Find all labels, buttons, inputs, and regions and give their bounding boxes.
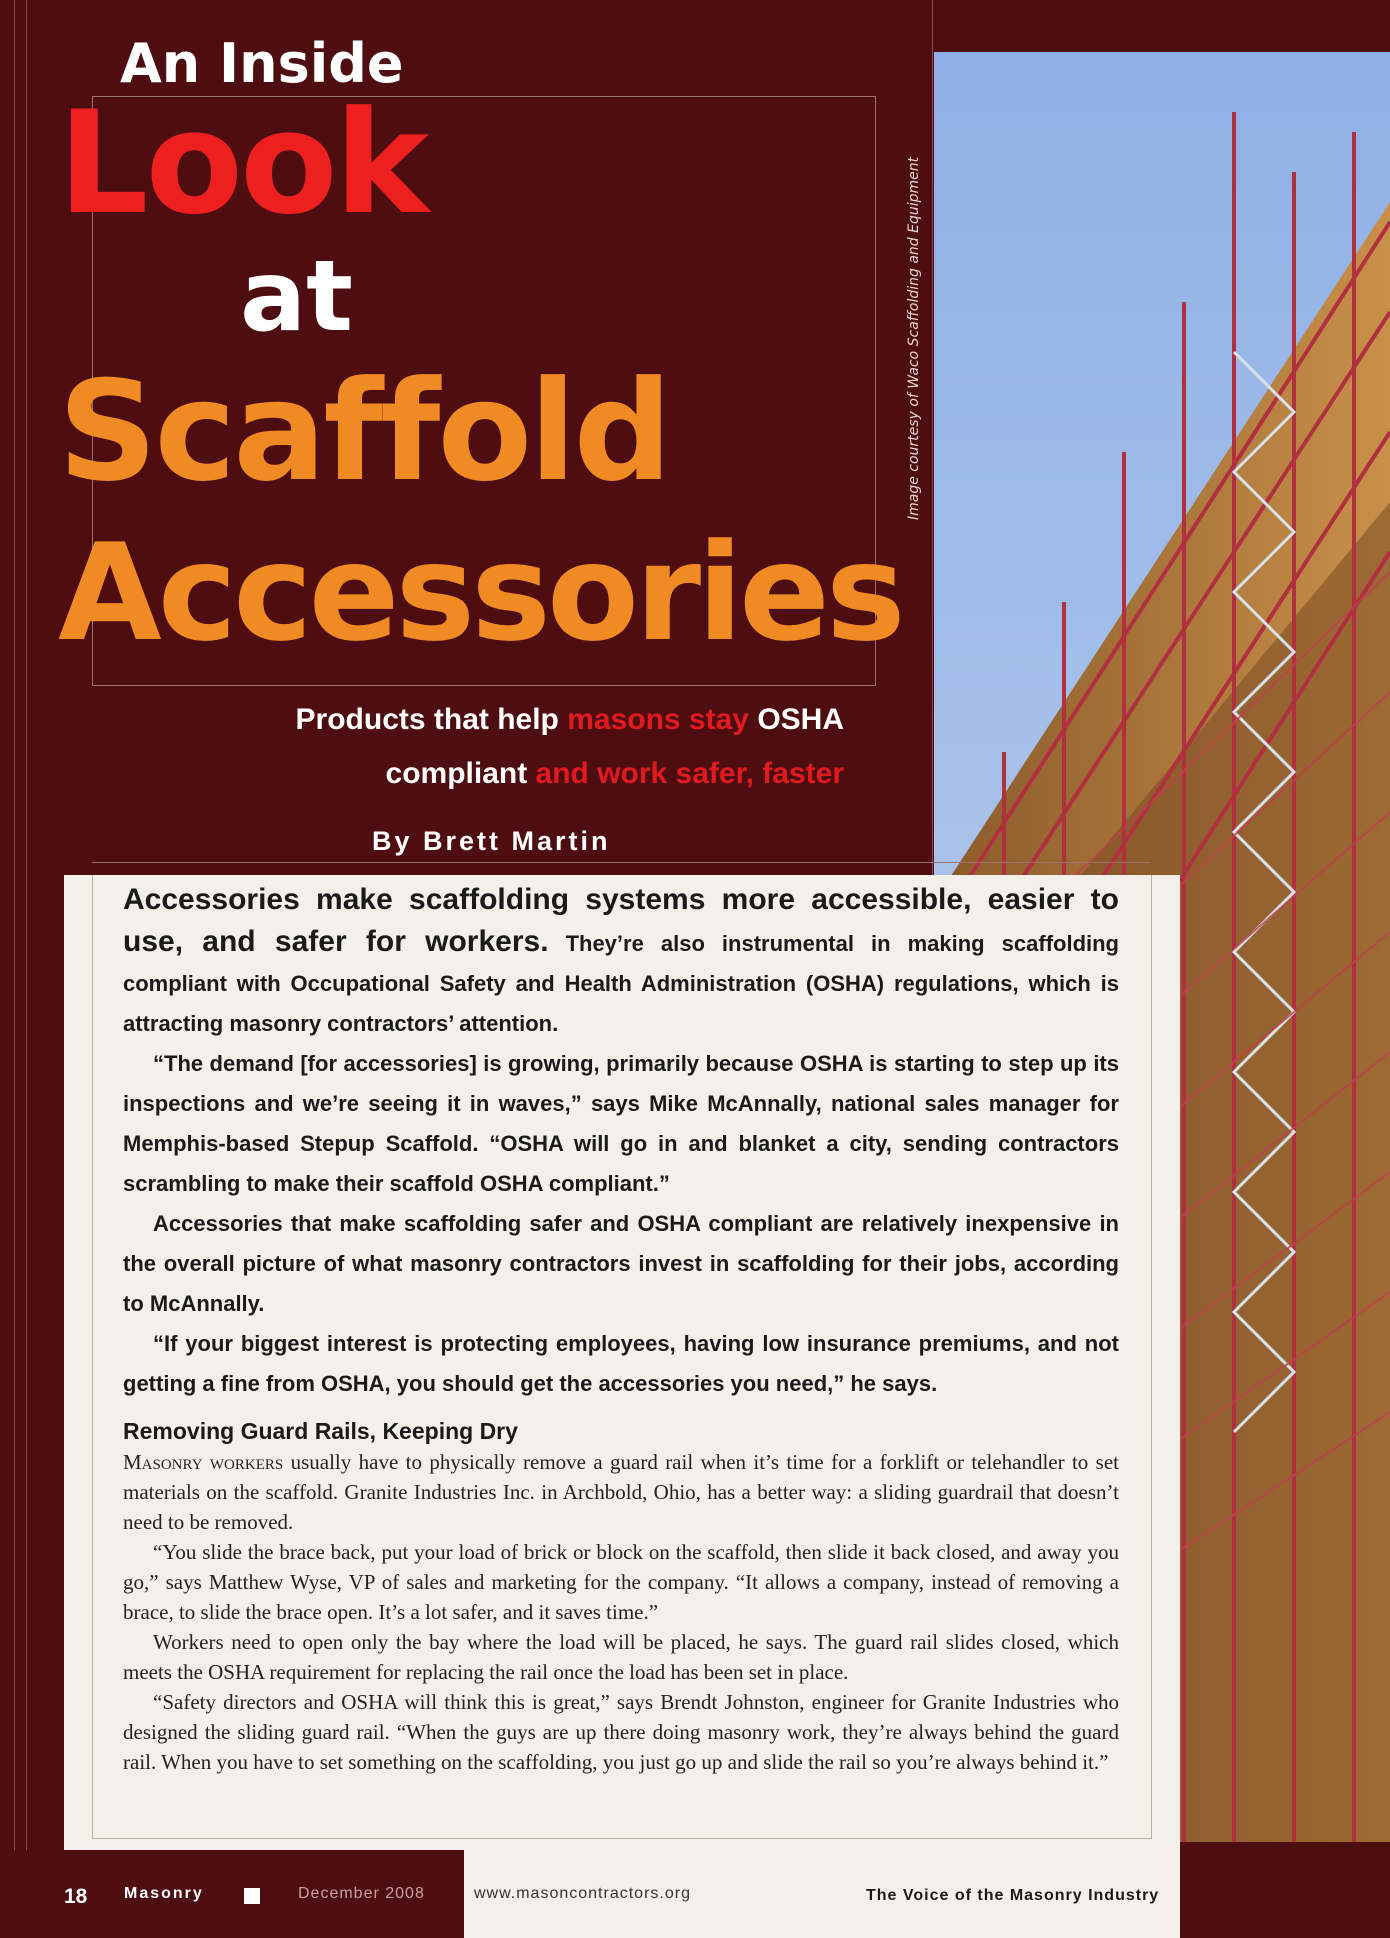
body-paragraph: Accessories that make scaffolding safer and OSHA compliant are relatively inexpensive in the overall picture of what masonry contractors invest in scaffolding for their jobs, according to McAnnally. [123, 1211, 1119, 1316]
section-paragraph: “Safety directors and OSHA will think this is great,” says Brendt Johnston, engineer for Granite Industries who designed the sliding guard rail. “When the guys are up there doing masonry work, they’re always behind the guard rail. When you have to set something on the scaffolding, you just go up and slide the rail so you’re always behind it.” [123, 1690, 1119, 1774]
intro-paragraph [123, 880, 1119, 1044]
headline-line-4: Scaffold [58, 351, 670, 512]
byline: By Brett Martin [372, 826, 611, 856]
intro-lead: Accessories make scaffolding systems more accessible, easier to use, and safer for workers. [123, 883, 1119, 958]
section-first-rest: usually have to physically remove a guard rail when it’s time for a forklift or telehandler to set materials on the scaffold. Granite Industries Inc. in Archbold, Ohio, has a better way: a sliding guardrail that doesn’t need to be removed. [123, 1450, 1120, 1534]
article-body [123, 880, 1119, 1777]
body-paragraph: “The demand [for accessories] is growing, primarily because OSHA is starting to step up its inspections and we’re seeing it in waves,” says Mike McAnnally, national sales manager for Memphis-based Stepup Scaffold. “OSHA will go in and blanket a city, sending contractors scrambling to make their scaffold OSHA compliant.” [123, 1051, 1119, 1196]
photo-credit: Image courtesy of Waco Scaffolding and Equipment [906, 156, 922, 520]
byline-rule [92, 862, 1150, 863]
subtitle-part: Products that help [295, 703, 568, 736]
section-lead-caps: Masonry workers [123, 1450, 284, 1474]
headline-line-2: Look [58, 81, 427, 246]
headline-line-5: Accessories [58, 515, 902, 671]
section-paragraph: “You slide the brace back, put your load of brick or block on the scaffold, then slide it back closed, and away you go,” says Matthew Wyse, VP of sales and marketing for the company. “It allows a company, instead of removing a brace, to slide the brace open. It’s a lot safer, and it saves time.” [123, 1540, 1119, 1624]
page-number: 18 [64, 1885, 88, 1908]
subtitle-part: and work safer, faster [535, 757, 844, 790]
section-paragraph [123, 1447, 1119, 1537]
section-heading: Removing Guard Rails, Keeping Dry [123, 1418, 518, 1444]
intro-rest: They’re also instrumental in making scaffolding compliant with Occupational Safety and Health Administration (OSHA) regulations, which is attracting masonry contractors’ attention. [123, 931, 1119, 1036]
body-paragraph: “If your biggest interest is protecting employees, having low insurance premiums, and not getting a fine from OSHA, you should get the accessories you need,” he says. [123, 1331, 1119, 1396]
margin-rule [14, 0, 15, 1938]
issue-date: December 2008 [298, 1885, 425, 1902]
headline-line-3: at [240, 240, 353, 354]
magazine-name: Masonry [124, 1885, 204, 1902]
subtitle-part: compliant [385, 757, 536, 790]
footer-tagline: The Voice of the Masonry Industry [866, 1887, 1160, 1904]
headline-line-1: An Inside [120, 32, 404, 95]
website-url: www.masoncontractors.org [474, 1885, 691, 1902]
section-paragraph: Workers need to open only the bay where the load will be placed, he says. The guard rail slides closed, which meets the OSHA requirement for replacing the rail once the load has been set in place. [123, 1630, 1119, 1684]
subtitle-part: OSHA [748, 703, 844, 736]
square-bullet-icon [244, 1888, 260, 1904]
subtitle-part: masons stay [567, 703, 749, 736]
subtitle [296, 693, 844, 801]
margin-rule [26, 0, 27, 1938]
